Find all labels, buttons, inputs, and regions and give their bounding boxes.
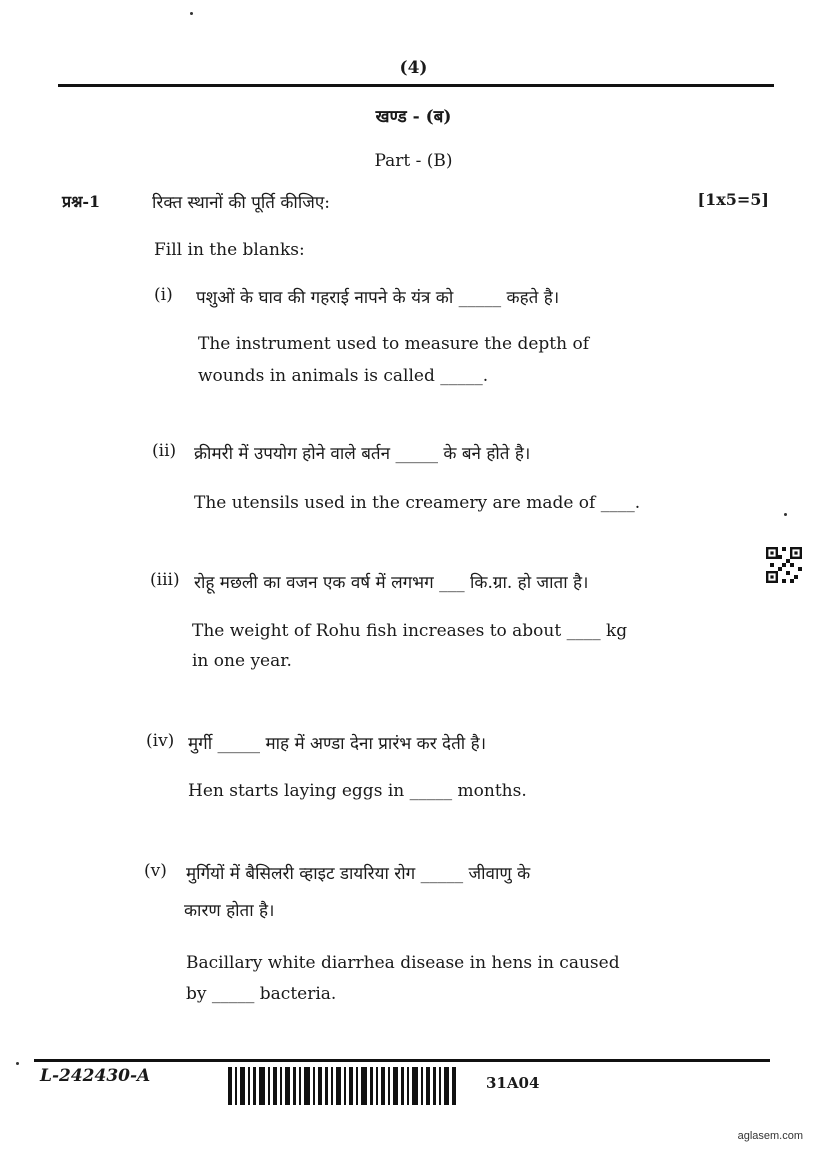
item-number: (ii) [152,441,177,461]
question-marks: [1x5=5] [697,190,769,209]
item-english-text: The instrument used to measure the depth of [198,334,589,354]
item-hindi-text: मुर्गी _____ माह में अण्डा देना प्रारंभ कर देती है। [188,734,487,754]
item-number: (i) [154,285,173,305]
section-title-english: Part - (B) [374,151,453,171]
item-english-text: The weight of Rohu fish increases to about ____ kg [192,621,628,641]
barcode-icon [228,1067,456,1105]
question-instruction-hindi: रिक्त स्थानों की पूर्ति कीजिए: [152,193,330,213]
item-english-text: wounds in animals is called _____. [198,366,489,386]
item-hindi-text: कारण होता है। [184,901,275,921]
paper-code: L-242430-A [40,1066,151,1086]
watermark: aglasem.com [737,1130,803,1142]
item-hindi-text: रोहू मछली का वजन एक वर्ष में लगभग ___ कि.ग्रा. हो जाता है। [194,573,589,593]
question-instruction-english: Fill in the blanks: [154,240,305,260]
section-title-hindi: खण्ड - (ब) [375,107,452,127]
item-number: (v) [144,861,167,881]
item-english-text: Bacillary white diarrhea disease in hens in caused [186,953,620,973]
page-number: (4) [399,58,428,78]
top-divider [58,84,774,87]
item-english-text: in one year. [192,651,292,671]
item-number: (iii) [150,570,180,590]
item-hindi-text: पशुओं के घाव की गहराई नापने के यंत्र को _____ कहते है। [196,288,560,308]
item-hindi-text: मुर्गियों में बैसिलरी व्हाइट डायरिया रोग _____ जीवाणु के [186,864,531,884]
barcode-number: 31A04 [486,1074,540,1092]
qr-code-icon [766,547,802,583]
scan-speck [784,513,787,516]
scan-speck [190,12,193,15]
item-english-text: Hen starts laying eggs in _____ months. [188,781,527,801]
item-english-text: The utensils used in the creamery are made of ____. [194,493,641,513]
bottom-divider [34,1059,770,1062]
scan-speck [16,1062,19,1065]
item-english-text: by _____ bacteria. [186,984,337,1004]
item-hindi-text: क्रीमरी में उपयोग होने वाले बर्तन _____ के बने होते है। [194,444,531,464]
item-number: (iv) [146,731,175,751]
question-label: प्रश्न-1 [62,192,101,211]
